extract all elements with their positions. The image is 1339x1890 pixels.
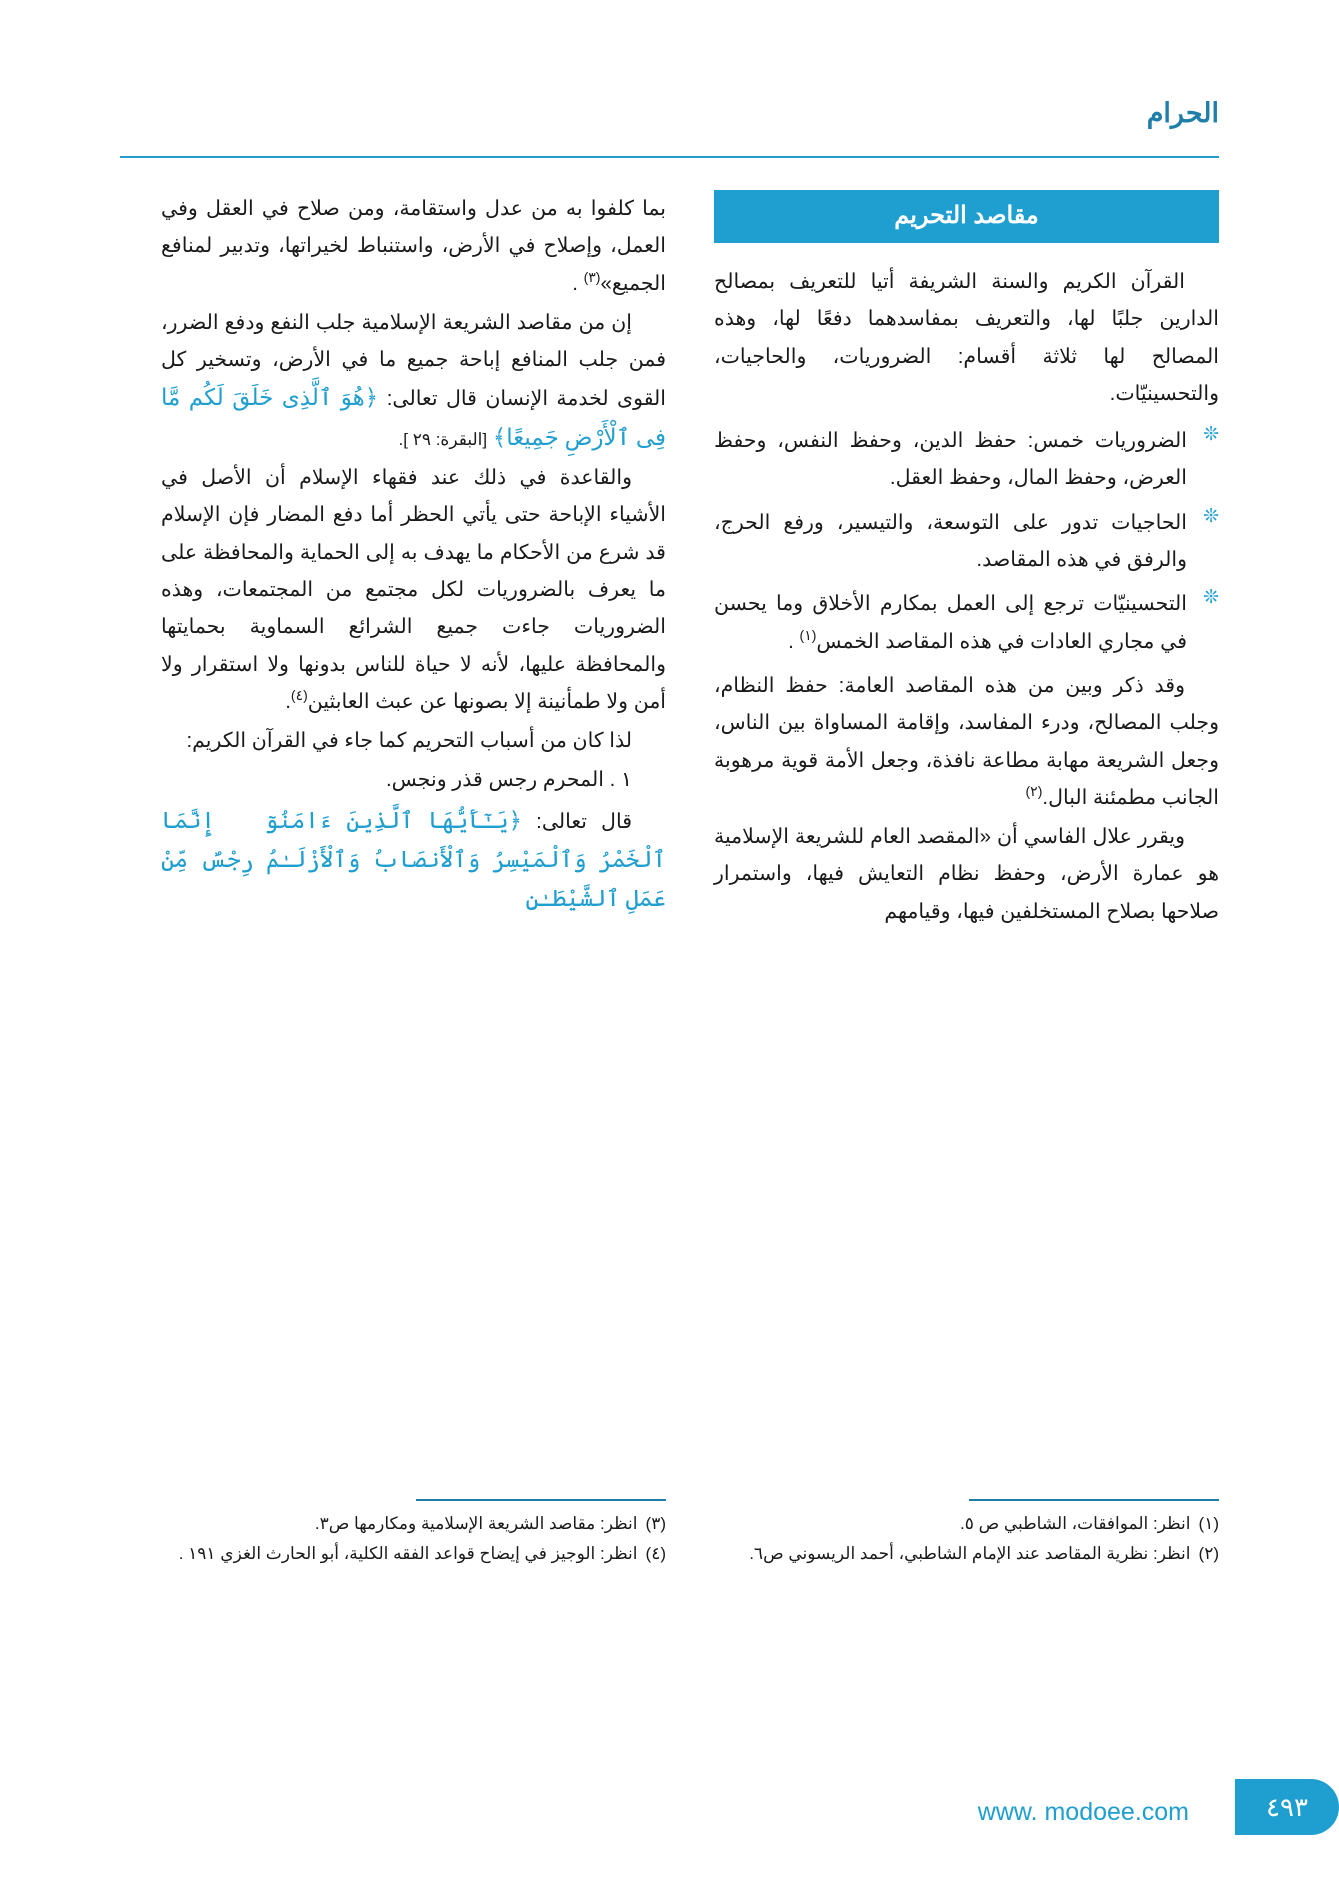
footnote-number: (١): [1198, 1513, 1219, 1533]
chapter-title: الحرام: [1146, 98, 1219, 128]
footnote-number: (٣): [645, 1513, 666, 1533]
left-column-footnotes: [161, 1499, 666, 1570]
footnote-text: انظر: نظرية المقاصد عند الإمام الشاطبي، أحمد الريسوني ص٦.: [749, 1543, 1191, 1563]
footnote-text: انظر: مقاصد الشريعة الإسلامية ومكارمها ص٣.: [314, 1513, 638, 1533]
left-column: [161, 190, 666, 1570]
right-column-body: [714, 263, 1219, 930]
quran-verse: ﴿هُوَ ٱلَّذِى خَلَقَ لَكُم مَّا فِى ٱلْأَرْضِ جَمِيعًا﴾: [161, 385, 666, 450]
site-url[interactable]: www. modoee.com: [977, 1798, 1189, 1826]
list-item: [714, 585, 1219, 660]
paragraph: لذا كان من أسباب التحريم كما جاء في القرآن الكريم:: [186, 729, 632, 753]
footnote-entry: [161, 1510, 666, 1537]
footnote-number: (٤): [645, 1543, 666, 1563]
footnote-marker: (٢): [1025, 783, 1043, 800]
list-item-label: التحسينيّات ترجع إلى العمل بمكارم الأخلاق وما يحسن في مجاري العادات في هذه المقاصد الخمس: [714, 592, 1187, 653]
paragraph: بما كلفوا به من عدل واستقامة، ومن صلاح في العقل وفي العمل، وإصلاح في الأرض، واستنباط لخيراتها، وتدبير لمنافع الجميع»$^{(٣)}$ .: [161, 197, 666, 295]
paragraph: وقد ذكر وبين من هذه المقاصد العامة: حفظ النظام، وجلب المصالح، ودرء المفاسد، وإقامة المساواة بين الناس، وجعل الشريعة مهابة مطاعة نافذة، وجعل الأمة قوية مرهوبة الجانب مطمئنة البال.$^{(٢)}$: [714, 673, 1219, 809]
sentence-period: .: [572, 271, 584, 295]
footnote-text: انظر: الموافقات، الشاطبي ص ٥.: [959, 1513, 1191, 1533]
page-header: [120, 96, 1219, 158]
flower-bullet-icon: ❊: [1203, 424, 1219, 446]
sentence-period: .: [285, 689, 291, 713]
list-item-label: الضروريات خمس: حفظ الدين، وحفظ النفس، وحفظ العرض، وحفظ المال، وحفظ العقل.: [714, 429, 1187, 490]
footnote-marker: (١): [799, 626, 817, 643]
paragraph: والقاعدة في ذلك عند فقهاء الإسلام أن الأصل في الأشياء الإباحة حتى يأتي الحظر أما دفع المضار فإن الإسلام قد شرع من الأحكام ما يهدف به إلى الحماية والمحافظة على ما يعرف بالضروريات لكل مجتمع من المجتمعات، وهذه الضروريات جاءت جميع الشرائع السماوية بحمايتها والمحافظة عليها، لأنه لا حياة للناس بدونها ولا استقرار ولا أمن ولا طمأنينة إلا بصونها عن عبث العابثين$^{(٤)}$.: [161, 466, 666, 713]
sentence-period: .: [788, 629, 794, 653]
verse-reference: [البقرة: ٢٩ ].: [398, 429, 488, 449]
footnote-number: (٢): [1198, 1543, 1219, 1563]
page-columns: [118, 190, 1219, 1570]
maqasid-bullet-list: [714, 422, 1219, 660]
footnote-entry: [161, 1540, 666, 1567]
paragraph: ويقرر علال الفاسي أن «المقصد العام للشريعة الإسلامية هو عمارة الأرض، وحفظ نظام التعايش فيها، واستمرار صلاحها بصلاح المستخلفين فيها، وقيامهم: [714, 825, 1219, 923]
footnote-entry: [714, 1540, 1219, 1567]
right-column: [714, 190, 1219, 1570]
list-item-label: الحاجيات تدور على التوسعة، والتيسير، ورفع الحرج، والرفق في هذه المقاصد.: [714, 510, 1187, 572]
footnote-entry: [714, 1510, 1219, 1537]
paragraph: القرآن الكريم والسنة الشريفة أتيا للتعريف بمصالح الدارين جلبًا لها، والتعريف بمفاسدهما دفعًا لها، وهذه المصالح لها ثلاثة أقسام: الضروريات، والحاجيات، والتحسينيّات.: [714, 270, 1219, 405]
footnote-text: انظر: الوجيز في إيضاح قواعد الفقه الكلية، أبو الحارث الغزي ١٩١ .: [178, 1543, 638, 1563]
flower-bullet-icon: ❊: [1203, 505, 1219, 527]
quran-verse: ﴿يَـٰٓأَيُّهَا ٱلَّذِينَ ءَامَنُوٓا۟ إِنَّمَا ٱلْخَمْرُ وَٱلْمَيْسِرُ وَٱلْأَنصَابُ وَٱلْأَزْلَـٰمُ رِجْسٌ مِّنْ عَمَلِ ٱلشَّيْطَـٰنِ: [161, 807, 666, 912]
paragraph: قال تعالى: ﴿يَـٰٓأَيُّهَا ٱلَّذِينَ ءَامَنُوٓا۟ إِنَّمَا ٱلْخَمْرُ وَٱلْمَيْسِرُ وَٱلْأَنصَابُ وَٱلْأَزْلَـٰمُ رِجْسٌ مِّنْ عَمَلِ ٱلشَّيْطَـٰنِ: [161, 807, 666, 912]
footnote-marker: (٣): [583, 268, 601, 285]
list-item: [714, 504, 1219, 579]
page-number: ٤٩٣: [1235, 1779, 1339, 1835]
paragraph: إن من مقاصد الشريعة الإسلامية جلب النفع ودفع الضرر، فمن جلب المنافع إباحة جميع ما في الأرض، وتسخير كل القوى لخدمة الإنسان قال تعالى: ﴿هُوَ ٱلَّذِى خَلَقَ لَكُم مَّا فِى ٱلْأَرْضِ جَمِيعًا﴾ [البقرة: ٢٩ ].: [161, 310, 667, 450]
footnote-marker: (٤): [290, 687, 308, 704]
list-item: [714, 422, 1219, 497]
right-column-footnotes: [714, 1499, 1219, 1570]
footnote-divider: [969, 1499, 1219, 1501]
numbered-point: ١ . المحرم رجس قذر ونجس.: [385, 768, 632, 792]
flower-bullet-icon: ❊: [1203, 587, 1219, 609]
left-column-body: [161, 190, 666, 919]
section-title-banner: مقاصد التحريم: [714, 190, 1219, 243]
footnote-divider: [416, 1499, 666, 1501]
